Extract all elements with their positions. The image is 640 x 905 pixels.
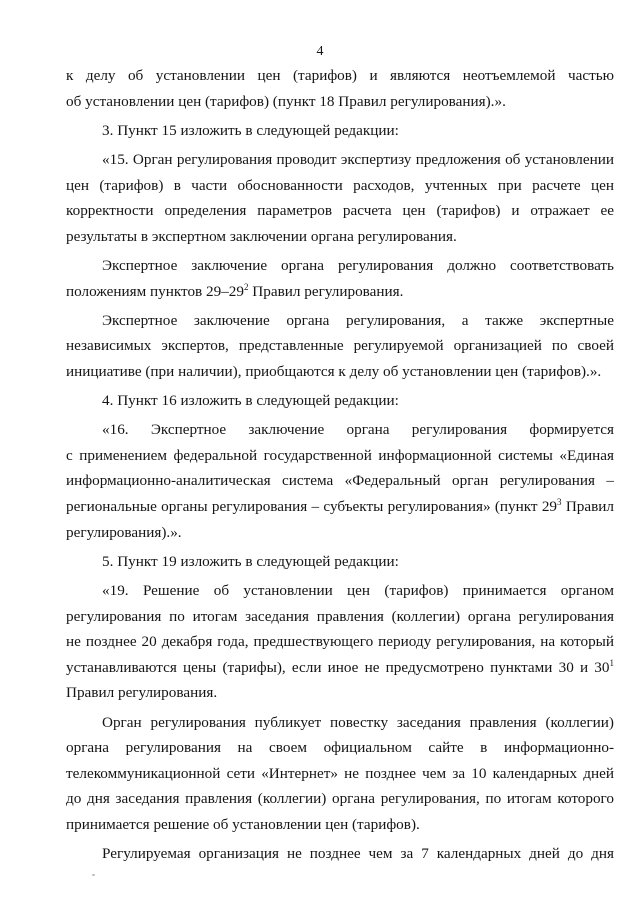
text-line-content: до дня заседания правления (коллегии) органа регулирования, по итогам которого — [66, 790, 614, 808]
text-line-content: цен (тарифов) в части обоснованности расходов, учтенных при расчете цен — [66, 176, 614, 194]
text-line — [66, 388, 614, 414]
text-line — [66, 761, 614, 787]
text-line — [66, 443, 614, 469]
text-line-content: «19. Решение об установлении цен (тарифов) принимается органом — [102, 582, 614, 600]
text-line-content: корректности определения параметров расчета цен (тарифов) и отражает ее — [66, 202, 614, 220]
text-line-content: 5. Пункт 19 изложить в следующей редакции: — [102, 552, 399, 570]
text-line — [66, 224, 614, 250]
text-line — [66, 63, 614, 89]
text-line — [66, 279, 614, 305]
text-line-content: «15. Орган регулирования проводит экспертизу предложения об установлении — [102, 150, 614, 168]
page-number: 4 — [316, 44, 324, 59]
text-line-content: Орган регулирования публикует повестку заседания правления (коллегии) — [102, 713, 614, 731]
text-line-content: 3. Пункт 15 изложить в следующей редакции: — [102, 121, 399, 139]
text-line — [66, 841, 614, 867]
text-line-content: 4. Пункт 16 изложить в следующей редакции: — [102, 392, 399, 410]
scan-speck — [92, 874, 95, 876]
text-line-content: Правил регулирования. — [66, 684, 218, 702]
text-line — [66, 468, 614, 494]
text-line — [66, 308, 614, 334]
text-line — [66, 710, 614, 736]
text-line — [66, 494, 614, 520]
text-line-content: регулирования по итогам заседания правления (коллегии) органа регулирования — [66, 607, 614, 625]
text-line — [66, 333, 614, 359]
text-line — [66, 173, 614, 199]
text-line-content: регулирования).». — [66, 523, 182, 541]
text-line — [66, 735, 614, 761]
superscript: 1 — [609, 657, 614, 668]
text-line-content: устанавливаются цены (тарифы), если иное не предусмотрено пунктами 30 и 30 — [66, 658, 610, 676]
text-line-content: информационно-аналитическая система «Федеральный орган регулирования – — [66, 472, 614, 490]
text-line-content: результаты в экспертном заключении органа регулирования. — [66, 227, 457, 245]
text-line — [66, 604, 614, 630]
text-line-content: региональные органы регулирования – субъекты регулирования» (пункт 29 — [66, 498, 558, 516]
text-line — [66, 680, 614, 706]
text-line — [66, 655, 614, 681]
text-line-content: органа регулирования на своем официальном сайте в информационно- — [66, 739, 614, 757]
text-line-content: инициативе (при наличии), приобщаются к делу об установлении цен (тарифов).». — [66, 362, 602, 380]
text-line-content: телекоммуникационной сети «Интернет» не позднее чем за 10 календарных дней — [66, 764, 614, 782]
document-body — [66, 63, 614, 867]
text-line — [66, 198, 614, 224]
text-line-content: с применением федеральной государственной информационной системы «Единая — [66, 446, 614, 464]
text-line — [66, 359, 614, 385]
text-line-content: Регулируемая организация не позднее чем за 7 календарных дней до дня — [102, 845, 614, 863]
text-line — [66, 629, 614, 655]
text-line-continuation: Правил — [561, 498, 614, 516]
text-line-content: Экспертное заключение органа регулирования должно соответствовать — [102, 256, 614, 274]
superscript: 2 — [244, 281, 249, 292]
text-line — [66, 147, 614, 173]
text-line — [66, 520, 614, 546]
text-line — [66, 89, 614, 115]
text-line — [66, 549, 614, 575]
text-line-content: «16. Экспертное заключение органа регулирования формируется — [102, 421, 614, 439]
text-line — [66, 118, 614, 144]
text-line — [66, 417, 614, 443]
superscript: 3 — [557, 497, 562, 508]
text-line-content: положениям пунктов 29–29 — [66, 282, 244, 300]
text-line-content: Экспертное заключение органа регулирования, а также экспертные — [102, 311, 614, 329]
text-line-content: принимается решение об установлении цен (тарифов). — [66, 815, 420, 833]
text-line — [66, 253, 614, 279]
text-line-content: об установлении цен (тарифов) (пункт 18 Правил регулирования).». — [66, 92, 506, 110]
text-line-content: не позднее 20 декабря года, предшествующего периоду регулирования, на который — [66, 633, 614, 651]
text-line-continuation: Правил регулирования. — [248, 282, 404, 300]
text-line — [66, 578, 614, 604]
text-line-content: независимых экспертов, представленные регулируемой организацией по своей — [66, 337, 614, 355]
text-line — [66, 812, 614, 838]
text-line-content: к делу об установлении цен (тарифов) и являются неотъемлемой частью — [66, 67, 614, 84]
text-line — [66, 786, 614, 812]
